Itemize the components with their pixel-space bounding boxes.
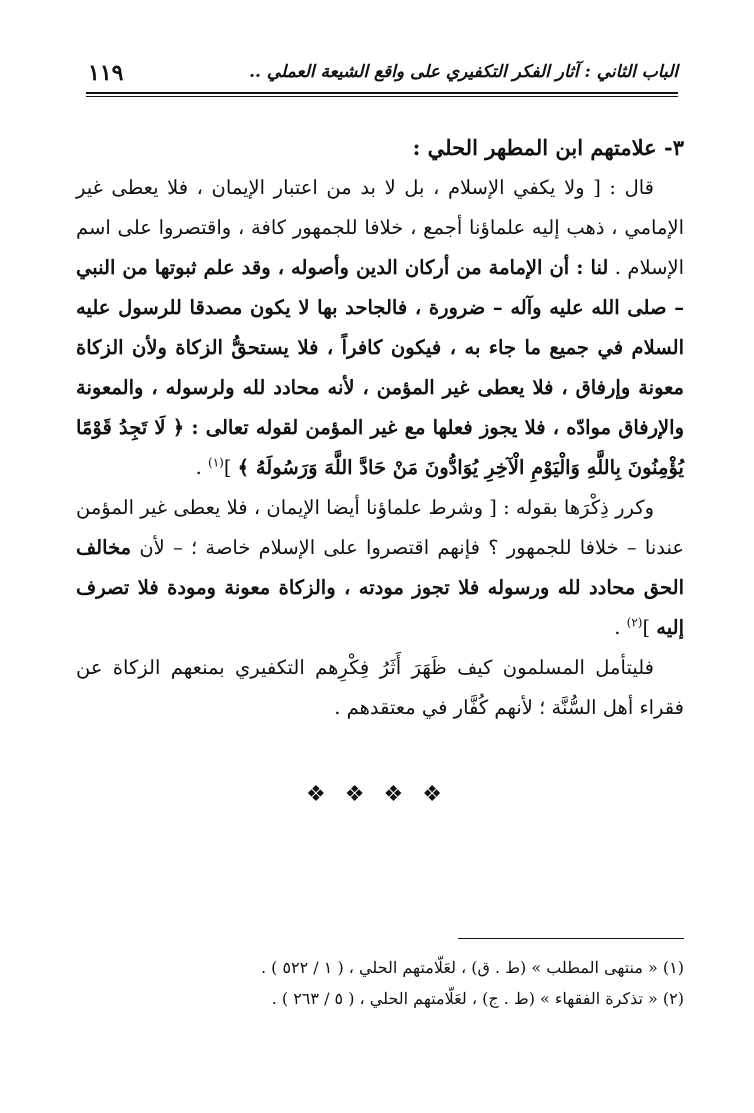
footnote-ref-1[interactable]: (١) (208, 455, 224, 470)
quote-close: ] (223, 456, 238, 479)
quran-verse: ﴿ لَا تَجِدُ قَوْمًا يُؤْمِنُونَ بِاللَّهِ وَالْيَوْمِ الْآخِرِ يُوَادُّونَ مَنْ حَادَّ اللَّهَ وَرَسُولَهُ ﴾ (76, 416, 684, 479)
quote-bold-text: مخالف الحق محادد لله ورسوله فلا تجوز مودته ، والزكاة معونة ومودة فلا تصرف إليه (76, 536, 684, 639)
header-rule-thin (86, 96, 678, 97)
section-heading: ٣- علامتهم ابن المطهر الحلي : (412, 135, 684, 160)
footnote-ref-2[interactable]: (٢) (626, 615, 643, 630)
footnote-separator (458, 938, 684, 939)
paragraph-quote-2 (76, 488, 684, 648)
sentence-end: . (195, 456, 208, 479)
ornament-icon: ❖ (344, 782, 371, 807)
quote-text: وكرر ذِكْرَها بقوله : [ وشرط علماؤنا أيضا الإيمان ، فلا يعطى غير المؤمن عندنا – خلافا للجمهور ؟ فإنهم اقتصروا على الإسلام خاصة ؛ – لأن (76, 496, 684, 559)
paragraph-quote-1 (76, 168, 684, 488)
quote-close: ] (642, 616, 657, 639)
footnote-2: (٢) « تذكرة الفقهاء » (ط . ج) ، لعَلّامتهم الحلي ، ( ٥ / ٢٦٣ ) . (271, 989, 684, 1008)
ornament-icon: ❖ (306, 782, 332, 807)
footnote-1: (١) « منتهى المطلب » (ط . ق) ، لعَلّامتهم الحلي ، ( ١ / ٥٢٢ ) . (260, 958, 684, 977)
ornament-icon: ❖ (422, 782, 448, 807)
main-text (76, 128, 684, 728)
footnotes (76, 952, 684, 1014)
quote-text: قال : [ ولا يكفي الإسلام ، بل لا بد من اعتبار الإيمان ، فلا يعطى غير الإمامي ، ذهب إليه علماؤنا أجمع ، خلافا للجمهور كافة ، واقتصروا على اسم الإسلام . (76, 176, 684, 279)
page-header (86, 60, 678, 100)
sentence-end: . (614, 616, 627, 639)
page-number: ١١٩ (88, 60, 124, 86)
lana-label: لنا : (569, 256, 609, 279)
paragraph-conclusion: فليتأمل المسلمون كيف ظَهَرَ أَثَرُ فِكْرِهم التكفيري بمنعهم الزكاة عن فقراء أهل السُّنَّة ؛ لأنهم كُفَّار في معتقدهم . (76, 656, 684, 719)
section-divider-ornaments (0, 782, 754, 807)
header-rule (86, 92, 678, 94)
ornament-icon: ❖ (383, 782, 410, 807)
quote-bold-text: أن الإمامة من أركان الدين وأصوله ، وقد علم ثبوتها من النبي – صلى الله عليه وآله – ضرورة ، فالجاحد بها لا يكون مصدقا للرسول عليه السلام في جميع ما جاء به ، فيكون كافراً ، فلا يستحقُّ الزكاة ولأن الزكاة معونة وإرفاق ، فلا يعطى غير المؤمن ، لأنه محادد لله ولرسوله ، والمعونة والإرفاق موادّه ، فلا يجوز فعلها مع غير المؤمن لقوله تعالى : (76, 256, 684, 439)
running-title: الباب الثاني : آثار الفكر التكفيري على واقع الشيعة العملي .. (249, 62, 678, 82)
